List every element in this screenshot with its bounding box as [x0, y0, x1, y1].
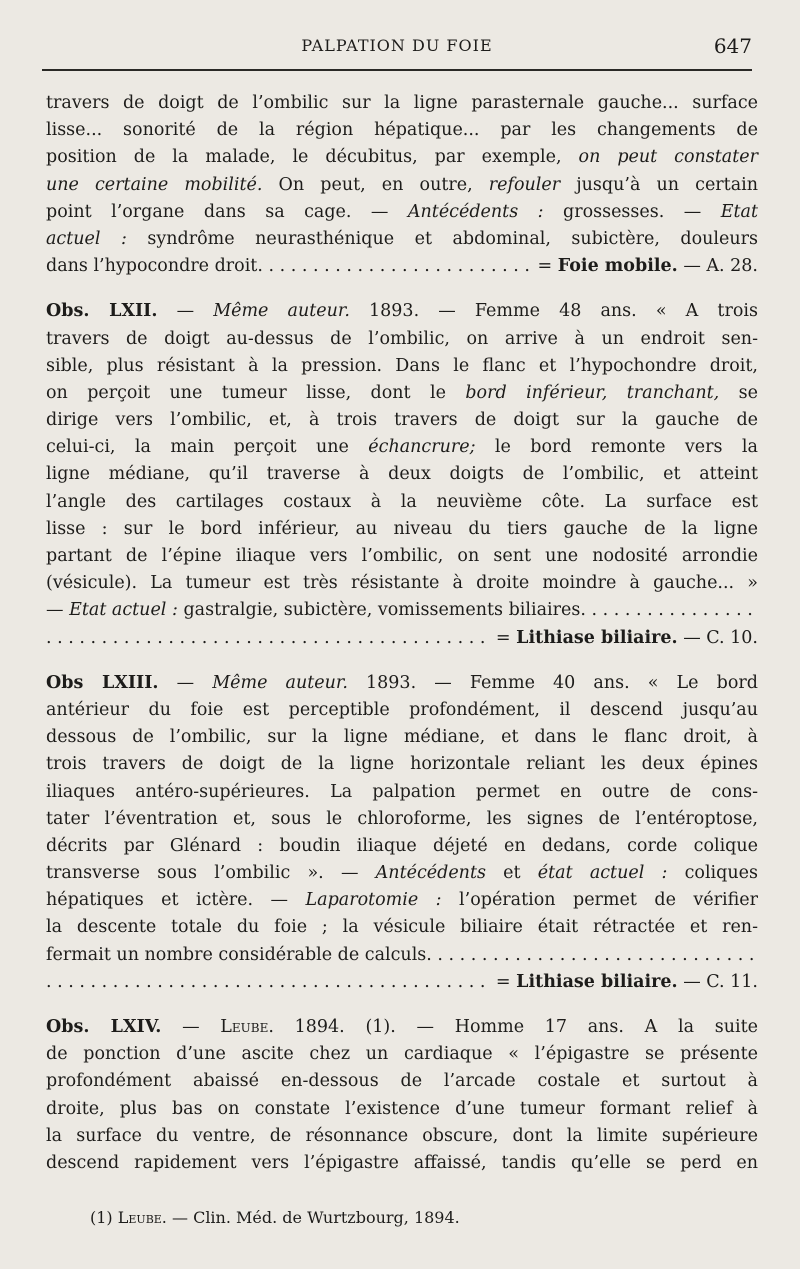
text-line: lisse : sur le bord inférieur, au niveau du tiers gauche de la ligne	[46, 518, 758, 539]
text-line: dessous de l’ombilic, sur la ligne médiane, et dans le flanc droit, à	[46, 727, 758, 748]
observation-heading: Obs. LXIV. — Leube. 1894. (1). — Homme 17 ans. A la suite	[46, 1017, 758, 1037]
text-line: partant de l’épine iliaque vers l’ombilic, on sent une nodosité arrondie	[46, 546, 758, 566]
text-line: tater l’éventration et, sous le chloroforme, les signes de l’entéroptose,	[46, 808, 758, 829]
text-line: droite, plus bas on constate l’existence d’une tumeur formant relief à	[46, 1098, 758, 1119]
dot-leader	[580, 597, 758, 624]
footnote: (1) Leube. — Clin. Méd. de Wurtzbourg, 1894.	[90, 1208, 460, 1227]
text-line: . . . = Lithiase biliaire. — C. 11.	[46, 969, 758, 996]
body-text	[46, 90, 758, 1177]
text-line: profondément abaissé en-dessous de l’arcade costale et surtout à	[46, 1071, 758, 1092]
text-line: dirige vers l’ombilic, et, à trois travers de doigt sur la gauche de	[46, 410, 758, 431]
text-line: trois travers de doigt de la ligne horizontale reliant les deux épines	[46, 754, 758, 775]
text-line: point l’organe dans sa cage. — Antécédents : grossesses. — Etat	[46, 201, 758, 222]
running-title: PALPATION DU FOIE	[301, 36, 493, 55]
page-header	[42, 34, 752, 62]
observation-heading: Obs LXIII. — Même auteur. 1893. — Femme 40 ans. « Le bord	[46, 672, 758, 693]
text-line: transverse sous l’ombilic ». — Antécédents et état actuel : coliques	[46, 863, 758, 884]
observation-label: Obs. LXIV.	[46, 1017, 162, 1037]
text-line: iliaques antéro-supérieures. La palpation permet en outre de cons-	[46, 781, 758, 802]
text-line: fermait un nombre considérable de calculs . . .	[46, 942, 758, 969]
text-line: la surface du ventre, de résonnance obscure, dont la limite supérieure	[46, 1125, 758, 1146]
page-number: 647	[713, 34, 752, 58]
dot-leader	[426, 942, 758, 969]
dot-leader	[46, 625, 490, 652]
text-line: de ponction d’une ascite chez un cardiaque « l’épigastre se présente	[46, 1044, 758, 1065]
diagnosis: Lithiase biliaire.	[516, 627, 678, 648]
text-line: descend rapidement vers l’épigastre affaissé, tandis qu’elle se perd en	[46, 1152, 758, 1173]
diagnosis: Lithiase biliaire.	[516, 971, 678, 992]
text-line: dans l’hypocondre droit . . . = Foie mobile. — A. 28.	[46, 253, 758, 280]
text-line: ligne médiane, qu’il traverse à deux doigts de l’ombilic, et atteint	[46, 464, 758, 485]
header-rule	[42, 69, 752, 71]
text-line: actuel : syndrôme neurasthénique et abdominal, subictère, douleurs	[46, 228, 758, 249]
dot-leader	[46, 969, 490, 996]
text-line: l’angle des cartilages costaux à la neuvième côte. La surface est	[46, 491, 758, 512]
diagnosis: Foie mobile.	[557, 256, 678, 277]
observation-label: Obs LXIII.	[46, 672, 159, 693]
text-line: celui-ci, la main perçoit une échancrure; le bord remonte vers la	[46, 437, 758, 458]
observation-heading: Obs. LXII. — Même auteur. 1893. — Femme 48 ans. « A trois	[46, 301, 758, 322]
text-line: sible, plus résistant à la pression. Dans le flanc et l’hypochondre droit,	[46, 355, 758, 376]
dot-leader	[257, 253, 532, 280]
text-line: la descente totale du foie ; la vésicule biliaire était rétractée et ren-	[46, 917, 758, 938]
text-line: travers de doigt de l’ombilic sur la ligne parasternale gauche... surface	[46, 93, 758, 113]
text-line: travers de doigt au-dessus de l’ombilic, on arrive à un endroit sen-	[46, 328, 758, 349]
text-line: antérieur du foie est perceptible profondément, il descend jusqu’au	[46, 699, 758, 720]
text-line: lisse... sonorité de la région hépatique... par les changements de	[46, 120, 758, 141]
text-line: on perçoit une tumeur lisse, dont le bord inférieur, tranchant, se	[46, 382, 758, 403]
text-line: décrits par Glénard : boudin iliaque déjeté en dedans, corde colique	[46, 835, 758, 856]
observation-label: Obs. LXII.	[46, 301, 158, 322]
text-line: (vésicule). La tumeur est très résistante à droite moindre à gauche... »	[46, 573, 758, 594]
text-line: . . . = Lithiase biliaire. — C. 10.	[46, 625, 758, 652]
text-line: — Etat actuel : gastralgie, subictère, vomissements biliaires . . .	[46, 597, 758, 624]
text-line: une certaine mobilité. On peut, en outre, refouler jusqu’à un certain	[46, 174, 758, 195]
text-line: hépatiques et ictère. — Laparotomie : l’opération permet de vérifier	[46, 890, 758, 911]
text-line: position de la malade, le décubitus, par exemple, on peut constater	[46, 147, 758, 168]
